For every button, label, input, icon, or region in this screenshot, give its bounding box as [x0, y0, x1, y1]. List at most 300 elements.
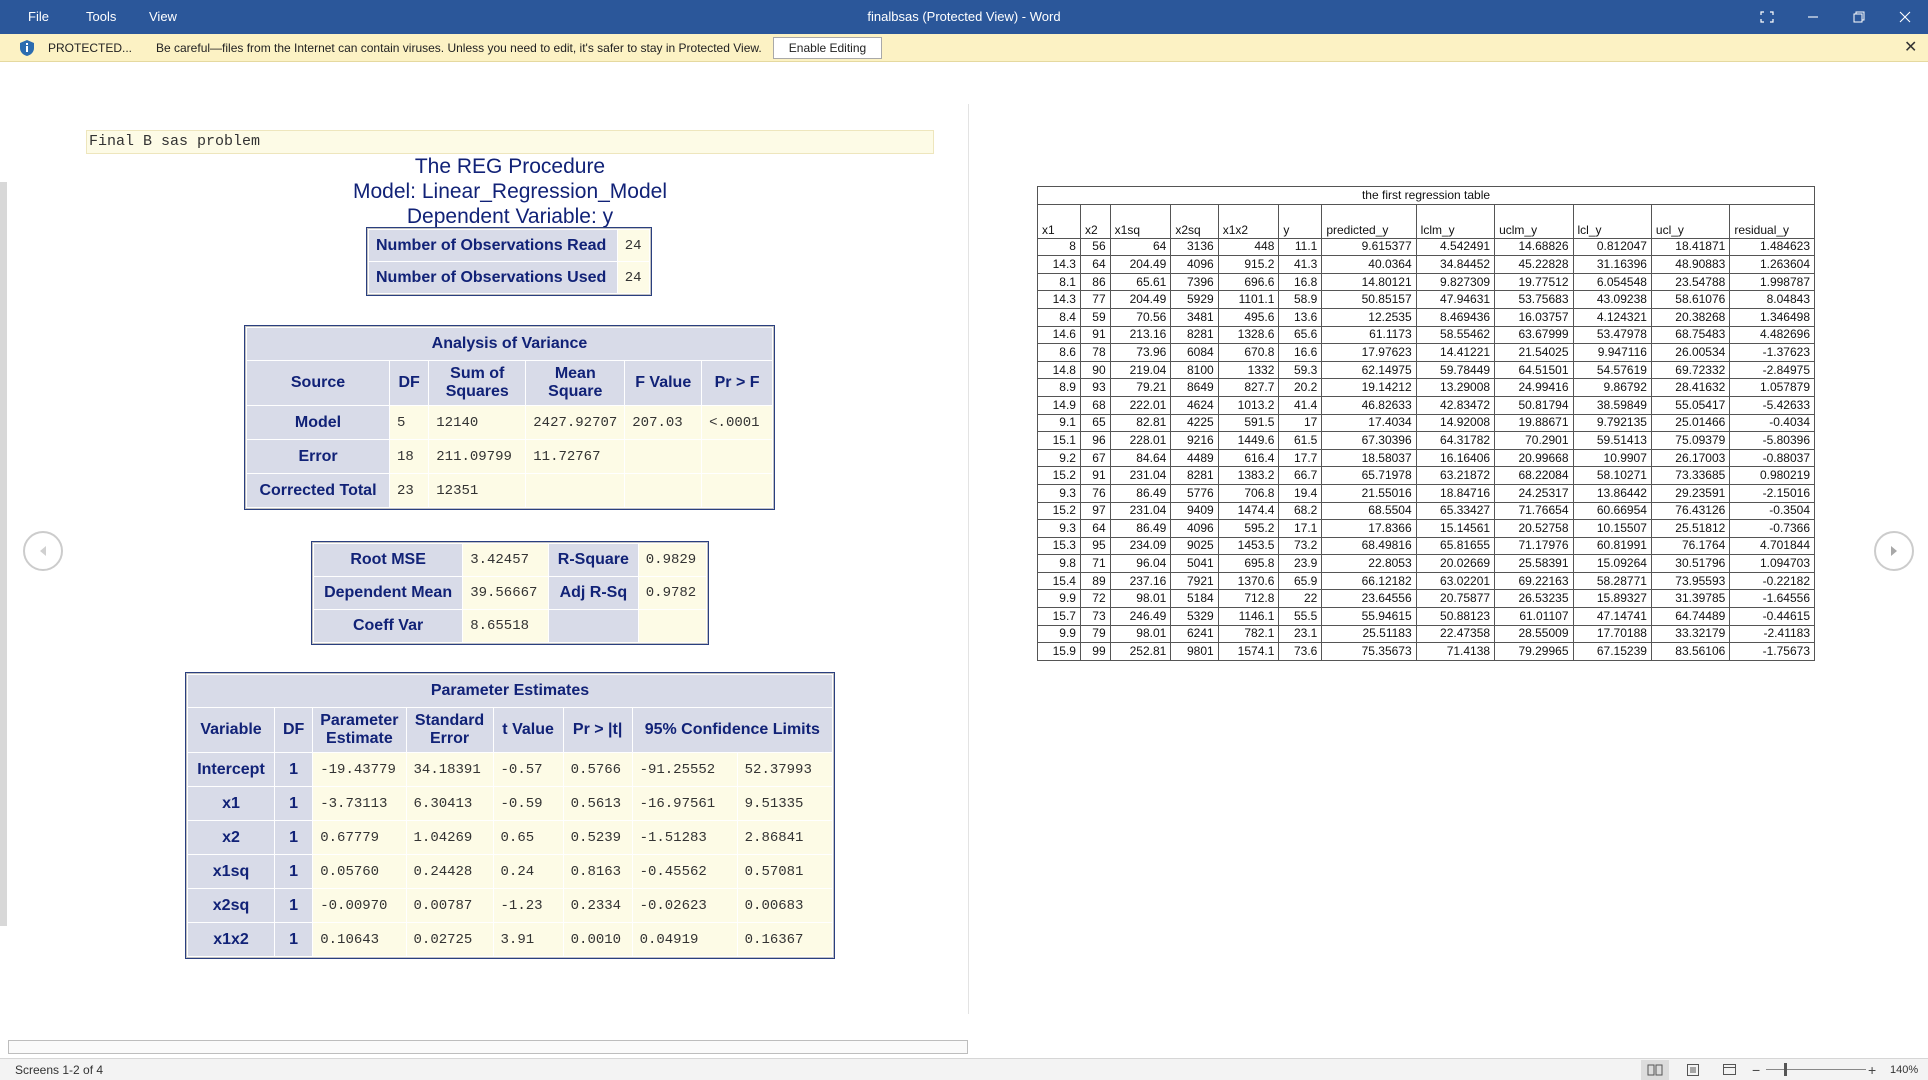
table-row	[1038, 555, 1815, 573]
zoom-level[interactable]: 140%	[1890, 1064, 1919, 1076]
table-cell: 59.78449	[1416, 361, 1494, 379]
row-label: x1x2	[188, 923, 274, 956]
table-cell: 45.22828	[1495, 256, 1573, 274]
table-cell: 6.054548	[1573, 273, 1651, 291]
zoom-slider-thumb[interactable]	[1784, 1063, 1787, 1076]
table-cell: 219.04	[1110, 361, 1171, 379]
table-cell: 1474.4	[1218, 502, 1279, 520]
table-cell: -2.84975	[1730, 361, 1815, 379]
table-cell: 1453.5	[1218, 537, 1279, 555]
table-cell: 68.22084	[1495, 467, 1573, 485]
table-cell: 24.99416	[1495, 379, 1573, 397]
table-cell: 47.14741	[1573, 608, 1651, 626]
table-cell: 61.5	[1279, 432, 1322, 450]
table-cell: 695.8	[1218, 555, 1279, 573]
col-header: uclm_y	[1495, 204, 1573, 238]
table-cell: 64.51501	[1495, 361, 1573, 379]
table-cell: 14.6	[1038, 326, 1081, 344]
table-cell: 1101.1	[1218, 291, 1279, 309]
table-cell: 228.01	[1110, 432, 1171, 450]
table-cell: 1013.2	[1218, 396, 1279, 414]
anova-header: Mean Square	[526, 361, 624, 405]
table-cell: 4624	[1171, 396, 1218, 414]
table-cell: 69.72332	[1651, 361, 1729, 379]
web-layout-button[interactable]	[1716, 1060, 1744, 1080]
table-cell: 23.9	[1279, 555, 1322, 573]
row-label: Error	[247, 440, 389, 473]
table-cell: 50.85157	[1322, 291, 1416, 309]
regression-table	[1037, 186, 1815, 661]
zoom-slider[interactable]	[1766, 1069, 1866, 1070]
table-cell: 31.39785	[1651, 590, 1729, 608]
table-cell: 15.9	[1038, 643, 1081, 661]
table-cell: 19.4	[1279, 484, 1322, 502]
table-cell: 246.49	[1110, 608, 1171, 626]
table-cell: 8.1	[1038, 273, 1081, 291]
table-cell: 79	[1080, 625, 1110, 643]
table-cell: 3136	[1171, 238, 1218, 256]
table-cell: 6084	[1171, 344, 1218, 362]
focus-mode-button[interactable]	[1744, 0, 1790, 34]
table-cell: 915.2	[1218, 256, 1279, 274]
cell: <.0001	[702, 406, 772, 439]
table-cell: 65.6	[1279, 326, 1322, 344]
params-header: DF	[275, 708, 312, 752]
col-header: x1	[1038, 204, 1081, 238]
table-cell: 4.701844	[1730, 537, 1815, 555]
table-cell: 11.1	[1279, 238, 1322, 256]
table-cell: 98.01	[1110, 590, 1171, 608]
table-cell: 73.95593	[1651, 572, 1729, 590]
table-row	[314, 544, 706, 576]
table-cell: 75.09379	[1651, 432, 1729, 450]
table-cell: 222.01	[1110, 396, 1171, 414]
table-cell: 99	[1080, 643, 1110, 661]
table-cell: 237.16	[1110, 572, 1171, 590]
horizontal-scrollbar[interactable]	[8, 1040, 968, 1054]
table-cell: 67.30396	[1322, 432, 1416, 450]
row-df: 1	[275, 787, 312, 820]
table-cell: 15.2	[1038, 502, 1081, 520]
table-cell: 70.2901	[1495, 432, 1573, 450]
cell	[702, 474, 772, 507]
table-row	[1038, 326, 1815, 344]
table-cell: 4096	[1171, 256, 1218, 274]
table-cell: 34.84452	[1416, 256, 1494, 274]
anova-table	[245, 326, 774, 509]
restore-button[interactable]	[1836, 0, 1882, 34]
table-cell: 696.6	[1218, 273, 1279, 291]
table-cell: 5041	[1171, 555, 1218, 573]
table-cell: 4489	[1171, 449, 1218, 467]
table-cell: 73.96	[1110, 344, 1171, 362]
table-cell: 19.14212	[1322, 379, 1416, 397]
table-cell: 25.58391	[1495, 555, 1573, 573]
table-row	[1038, 484, 1815, 502]
table-cell: 14.8	[1038, 361, 1081, 379]
code-title: Final B sas problem	[86, 130, 934, 154]
table-cell: 50.88123	[1416, 608, 1494, 626]
obs-read-label: Number of Observations Read	[369, 230, 617, 261]
read-mode-button[interactable]	[1641, 1060, 1669, 1080]
table-cell: -1.75673	[1730, 643, 1815, 661]
table-cell: 22.8053	[1322, 555, 1416, 573]
title-bar	[0, 0, 1928, 34]
table-cell: 9.9	[1038, 625, 1081, 643]
table-row	[1038, 238, 1815, 256]
table-cell: 9.9	[1038, 590, 1081, 608]
page-icon	[1686, 1063, 1700, 1077]
table-cell: 77	[1080, 291, 1110, 309]
cell: 0.57081	[738, 855, 832, 888]
obs-used-label: Number of Observations Used	[369, 262, 617, 293]
table-cell: -5.80396	[1730, 432, 1815, 450]
table-cell: 9.2	[1038, 449, 1081, 467]
zoom-out-icon[interactable]: −	[1752, 1062, 1761, 1078]
table-cell: 41.3	[1279, 256, 1322, 274]
table-cell: 1.346498	[1730, 308, 1815, 326]
table-cell: 73	[1080, 608, 1110, 626]
table-cell: 6241	[1171, 625, 1218, 643]
cell: 11.72767	[526, 440, 624, 473]
table-cell: 58.61076	[1651, 291, 1729, 309]
table-cell: 60.66954	[1573, 502, 1651, 520]
page-info: Screens 1-2 of 4	[15, 1063, 104, 1077]
params-header: Parameter Estimate	[313, 708, 405, 752]
chevron-right-icon	[1887, 544, 1901, 558]
table-cell: 15.4	[1038, 572, 1081, 590]
table-cell: 65.9	[1279, 572, 1322, 590]
table-cell: 73.2	[1279, 537, 1322, 555]
cell: -1.51283	[633, 821, 737, 854]
table-cell: 20.99668	[1495, 449, 1573, 467]
table-row	[1038, 379, 1815, 397]
table-cell: 21.54025	[1495, 344, 1573, 362]
table-cell: 64	[1110, 238, 1171, 256]
col-header: x2sq	[1171, 204, 1218, 238]
table-cell: 47.94631	[1416, 291, 1494, 309]
table-cell: 71.4138	[1416, 643, 1494, 661]
table-cell: 9.615377	[1322, 238, 1416, 256]
table-cell: 24.25317	[1495, 484, 1573, 502]
cell: 0.0010	[564, 923, 632, 956]
cell: 0.5239	[564, 821, 632, 854]
table-cell: 234.09	[1110, 537, 1171, 555]
fit-statistics-table	[312, 542, 708, 644]
fit-label: Adj R-Sq	[549, 577, 638, 609]
cell	[625, 474, 701, 507]
table-cell: 97	[1080, 502, 1110, 520]
table-row	[1038, 572, 1815, 590]
table-cell: 0.812047	[1573, 238, 1651, 256]
anova-title: Analysis of Variance	[247, 328, 772, 360]
cell: 0.10643	[313, 923, 405, 956]
table-cell: 13.6	[1279, 308, 1322, 326]
params-title: Parameter Estimates	[188, 675, 832, 707]
table-cell: 15.89327	[1573, 590, 1651, 608]
table-cell: 73.33685	[1651, 467, 1729, 485]
table-cell: 67	[1080, 449, 1110, 467]
table-row	[1038, 256, 1815, 274]
table-cell: 204.49	[1110, 291, 1171, 309]
table-cell: 5776	[1171, 484, 1218, 502]
table-cell: 79.29965	[1495, 643, 1573, 661]
table-row	[1038, 537, 1815, 555]
next-screen-button[interactable]	[1874, 531, 1914, 571]
table-cell: 26.00534	[1651, 344, 1729, 362]
table-cell: 65	[1080, 414, 1110, 432]
close-window-button[interactable]	[1882, 0, 1928, 34]
table-cell: 17	[1279, 414, 1322, 432]
table-cell: 58.10271	[1573, 467, 1651, 485]
table-cell: 50.81794	[1495, 396, 1573, 414]
cell: 0.5766	[564, 753, 632, 786]
table-cell: 68	[1080, 396, 1110, 414]
table-cell: 20.2	[1279, 379, 1322, 397]
table-cell: 3481	[1171, 308, 1218, 326]
table-row	[1038, 291, 1815, 309]
table-cell: 10.9907	[1573, 449, 1651, 467]
table-cell: 9.3	[1038, 520, 1081, 538]
table-cell: 60.81991	[1573, 537, 1651, 555]
row-label: x2sq	[188, 889, 274, 922]
cell: -19.43779	[313, 753, 405, 786]
table-cell: 827.7	[1218, 379, 1279, 397]
table-cell: 72	[1080, 590, 1110, 608]
table-cell: 15.7	[1038, 608, 1081, 626]
table-cell: 8.04843	[1730, 291, 1815, 309]
table-cell: 1.998787	[1730, 273, 1815, 291]
table-cell: 15.1	[1038, 432, 1081, 450]
table-cell: 231.04	[1110, 467, 1171, 485]
table-cell: 18.58037	[1322, 449, 1416, 467]
table-cell: 71.17976	[1495, 537, 1573, 555]
table-cell: 63.02201	[1416, 572, 1494, 590]
table-cell: 204.49	[1110, 256, 1171, 274]
table-cell: 8.4	[1038, 308, 1081, 326]
table-cell: 59.3	[1279, 361, 1322, 379]
table-cell: 67.15239	[1573, 643, 1651, 661]
table-cell: 22.47358	[1416, 625, 1494, 643]
table-cell: 28.41632	[1651, 379, 1729, 397]
regression-table-body	[1038, 238, 1815, 660]
table-cell: 9.947116	[1573, 344, 1651, 362]
col-header: residual_y	[1730, 204, 1815, 238]
table-cell: 9.8	[1038, 555, 1081, 573]
table-cell: 30.51796	[1651, 555, 1729, 573]
table-cell: 252.81	[1110, 643, 1171, 661]
cell: 3.91	[494, 923, 563, 956]
menu-file[interactable]: File	[28, 9, 49, 24]
cell: 2427.92707	[526, 406, 624, 439]
table-cell: -0.4034	[1730, 414, 1815, 432]
web-layout-icon	[1722, 1063, 1738, 1077]
anova-header: Source	[247, 361, 389, 405]
enable-editing-button[interactable]: Enable Editing	[773, 37, 882, 59]
table-cell: 31.16396	[1573, 256, 1651, 274]
fit-value: 39.56667	[463, 577, 548, 609]
table-cell: 82.81	[1110, 414, 1171, 432]
table-cell: 76.1764	[1651, 537, 1729, 555]
table-cell: 93	[1080, 379, 1110, 397]
row-df: 1	[275, 821, 312, 854]
table-cell: 9801	[1171, 643, 1218, 661]
table-cell: 76.43126	[1651, 502, 1729, 520]
row-label: Intercept	[188, 753, 274, 786]
table-cell: -0.88037	[1730, 449, 1815, 467]
cell: 0.02725	[407, 923, 493, 956]
table-row	[1038, 520, 1815, 538]
col-header: y	[1279, 204, 1322, 238]
table-cell: 13.29008	[1416, 379, 1494, 397]
row-df: 1	[275, 889, 312, 922]
table-cell: 41.4	[1279, 396, 1322, 414]
table-row	[188, 787, 832, 820]
cell: 12351	[429, 474, 525, 507]
table-cell: 495.6	[1218, 308, 1279, 326]
table-row	[1038, 590, 1815, 608]
table-cell: 78	[1080, 344, 1110, 362]
table-row	[1038, 449, 1815, 467]
table-cell: 21.55016	[1322, 484, 1416, 502]
page-divider	[968, 104, 969, 1014]
fit-value: 3.42457	[463, 544, 548, 576]
zoom-in-icon[interactable]: +	[1868, 1062, 1877, 1078]
table-cell: 70.56	[1110, 308, 1171, 326]
table-cell: 55.94615	[1322, 608, 1416, 626]
table-cell: 9025	[1171, 537, 1218, 555]
table-cell: 40.0364	[1322, 256, 1416, 274]
table-cell: -0.44615	[1730, 608, 1815, 626]
params-header: t Value	[494, 708, 563, 752]
table-cell: 706.8	[1218, 484, 1279, 502]
cell: 0.16367	[738, 923, 832, 956]
table-cell: -0.7366	[1730, 520, 1815, 538]
table-cell: 64.31782	[1416, 432, 1494, 450]
table-cell: 5929	[1171, 291, 1218, 309]
table-cell: 65.71978	[1322, 467, 1416, 485]
table-row	[1038, 273, 1815, 291]
table-cell: 75.35673	[1322, 643, 1416, 661]
cell: 23	[390, 474, 428, 507]
table-cell: 15.3	[1038, 537, 1081, 555]
cell: 0.04919	[633, 923, 737, 956]
table-cell: 91	[1080, 326, 1110, 344]
table-row	[1038, 396, 1815, 414]
table-cell: 95	[1080, 537, 1110, 555]
table-cell: 28.55009	[1495, 625, 1573, 643]
table-cell: 91	[1080, 467, 1110, 485]
table-cell: 7921	[1171, 572, 1218, 590]
table-cell: 213.16	[1110, 326, 1171, 344]
close-icon[interactable]: ✕	[1904, 39, 1918, 56]
print-layout-button[interactable]	[1679, 1060, 1707, 1080]
cell: 0.65	[494, 821, 563, 854]
document-area[interactable]	[0, 62, 1928, 1050]
table-cell: -1.64556	[1730, 590, 1815, 608]
table-row	[314, 610, 706, 642]
table-cell: 20.38268	[1651, 308, 1729, 326]
table-row	[188, 889, 832, 922]
table-row	[188, 855, 832, 888]
table-cell: 12.2535	[1322, 308, 1416, 326]
table-cell: 13.86442	[1573, 484, 1651, 502]
protected-label: PROTECTED...	[48, 41, 133, 55]
table-row	[188, 923, 832, 956]
cell	[702, 440, 772, 473]
cell	[625, 440, 701, 473]
table-row	[1038, 414, 1815, 432]
table-cell: 16.6	[1279, 344, 1322, 362]
table-row	[1038, 608, 1815, 626]
cell: 18	[390, 440, 428, 473]
proc-title: The REG Procedure	[414, 155, 606, 178]
table-cell: 10.15507	[1573, 520, 1651, 538]
cell: -16.97561	[633, 787, 737, 820]
table-cell: 17.4034	[1322, 414, 1416, 432]
table-cell: 63.21872	[1416, 467, 1494, 485]
cell: 0.24428	[407, 855, 493, 888]
anova-header: Pr > F	[702, 361, 772, 405]
row-label: Model	[247, 406, 389, 439]
window-title: finalbsas (Protected View) - Word	[867, 9, 1061, 24]
table-cell: 17.7	[1279, 449, 1322, 467]
table-row	[1038, 361, 1815, 379]
table-cell: 23.54788	[1651, 273, 1729, 291]
table-cell: -1.37623	[1730, 344, 1815, 362]
menu-tools[interactable]: Tools	[86, 9, 117, 24]
menu-view[interactable]: View	[149, 9, 177, 24]
table-cell: 26.53235	[1495, 590, 1573, 608]
vertical-scrollbar[interactable]	[0, 182, 7, 926]
table-cell: 8.469436	[1416, 308, 1494, 326]
table-cell: 58.9	[1279, 291, 1322, 309]
previous-screen-button[interactable]	[23, 531, 63, 571]
table-cell: 5329	[1171, 608, 1218, 626]
table-cell: 8.6	[1038, 344, 1081, 362]
fit-value	[639, 610, 706, 642]
fit-label: Dependent Mean	[314, 577, 462, 609]
regression-table-title: the first regression table	[1038, 187, 1815, 205]
table-cell: 1.263604	[1730, 256, 1815, 274]
cell: 0.00787	[407, 889, 493, 922]
table-cell: 1328.6	[1218, 326, 1279, 344]
table-cell: 25.51812	[1651, 520, 1729, 538]
params-header: 95% Confidence Limits	[633, 708, 832, 752]
table-cell: 86	[1080, 273, 1110, 291]
cell: 34.18391	[407, 753, 493, 786]
row-label: x1sq	[188, 855, 274, 888]
table-cell: 83.56106	[1651, 643, 1729, 661]
table-cell: -2.15016	[1730, 484, 1815, 502]
table-row	[247, 406, 772, 439]
observations-table	[367, 228, 651, 295]
table-cell: 16.8	[1279, 273, 1322, 291]
table-row	[1038, 643, 1815, 661]
cell: 6.30413	[407, 787, 493, 820]
cell: -0.00970	[313, 889, 405, 922]
fit-value: 8.65518	[463, 610, 548, 642]
table-cell: 1.484623	[1730, 238, 1815, 256]
table-cell: 43.09238	[1573, 291, 1651, 309]
protected-message: Be careful—files from the Internet can contain viruses. Unless you need to edit, it's safer to stay in Protected View.	[156, 41, 762, 55]
table-cell: -0.22182	[1730, 572, 1815, 590]
minimize-button[interactable]	[1790, 0, 1836, 34]
table-cell: 16.16406	[1416, 449, 1494, 467]
table-cell: 20.52758	[1495, 520, 1573, 538]
fit-label: Root MSE	[314, 544, 462, 576]
fit-value: 0.9829	[639, 544, 706, 576]
